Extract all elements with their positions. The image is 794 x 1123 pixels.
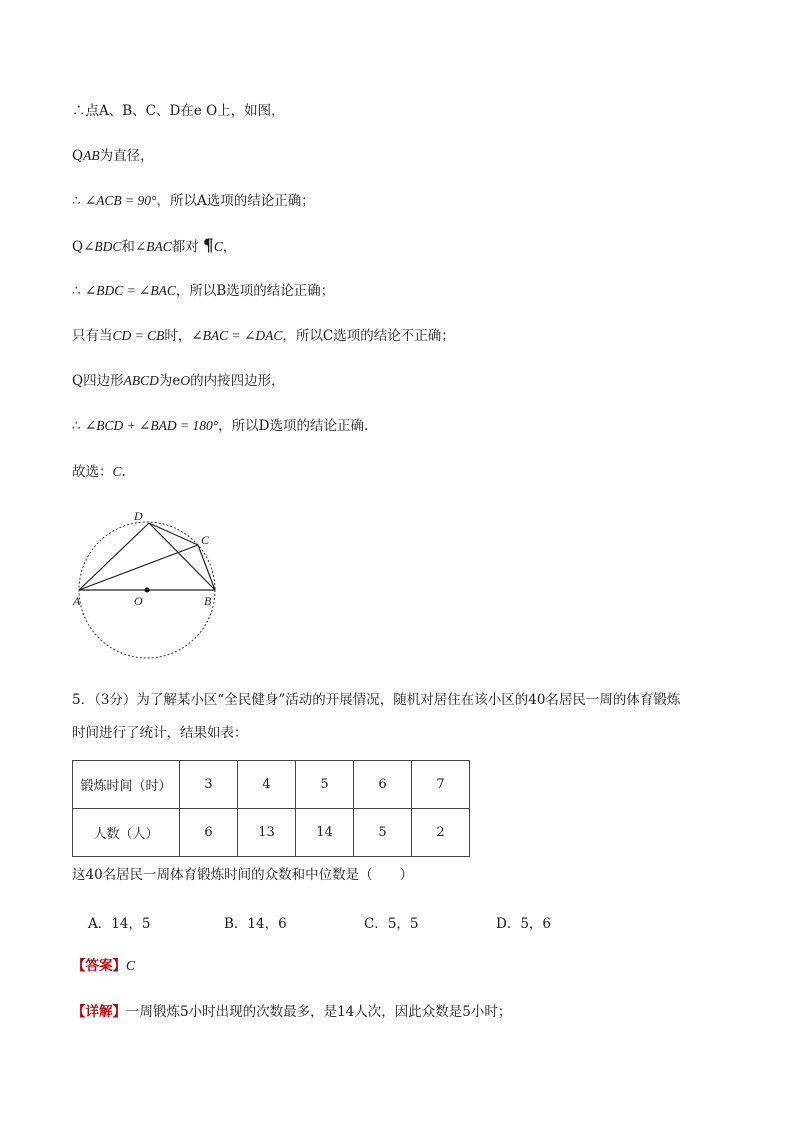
solution-text: ，所以A选项的结论正确； (156, 193, 315, 209)
answer-tag: 【答案】 (72, 958, 126, 974)
question-text: 5．（3分）为了解某小区“全民健身”活动的开展情况，随机对居住在该小区的40名居民一周的体育锻炼 (72, 692, 681, 708)
math-expression: CD = CB (112, 328, 165, 343)
table-cell: 4 (238, 761, 296, 809)
table-header-cell: 人数（人） (73, 809, 180, 857)
solution-line-4 (72, 236, 236, 257)
math-expression: ∠BAC = ∠DAC (191, 328, 283, 343)
solution-text: 的内接四边形， (190, 373, 285, 389)
label-d: D (134, 509, 143, 523)
solution-line-9 (72, 462, 126, 482)
solution-line-2 (72, 146, 154, 166)
table-cell: 13 (238, 809, 296, 857)
math-expression: ∠BAC (134, 239, 172, 254)
question-text: 这40名居民一周体育锻炼时间的众数和中位数是（ ） (72, 867, 414, 883)
solution-line-7 (72, 371, 285, 391)
therefore-symbol: ∴ (72, 193, 81, 209)
label-c: C (201, 533, 210, 547)
option-d: D．5，6 (496, 916, 552, 932)
answer-options (88, 912, 551, 932)
segment-cb (198, 545, 215, 590)
because-symbol: Q (72, 148, 84, 164)
solution-text: 和 (121, 239, 135, 255)
segment-ac (79, 545, 198, 590)
solution-text: 只有当 (72, 328, 113, 344)
option-b: B．14，6 (224, 916, 287, 932)
question-prompt (72, 865, 413, 885)
option-a: A．14，5 (88, 916, 151, 932)
label-b: B (204, 594, 212, 608)
answer-line (72, 956, 135, 976)
label-a: A (73, 594, 81, 608)
table-row (73, 809, 470, 857)
table-cell: 5 (296, 761, 354, 809)
solution-line-3 (72, 191, 315, 211)
segment-dc (149, 523, 198, 545)
math-expression: ∠BDC (83, 239, 122, 254)
detail-tag: 【详解】 (72, 1004, 126, 1020)
because-symbol: Q (72, 239, 84, 255)
table-cell: 14 (296, 809, 354, 857)
table-cell: 7 (412, 761, 470, 809)
math-expression: ∠BCD + ∠BAD = 180° (84, 418, 219, 433)
question-stem-line-2 (72, 723, 248, 743)
solution-text: 故选： (72, 464, 113, 480)
solution-line-8 (72, 416, 368, 436)
table-header-cell: 锻炼时间（时） (73, 761, 180, 809)
math-expression: C (112, 464, 122, 479)
math-expression: O (180, 373, 191, 388)
solution-text: ，所以C选项的结论不正确； (282, 328, 455, 344)
solution-line-5 (72, 281, 334, 301)
table-row (73, 761, 470, 809)
solution-line-1 (72, 101, 285, 121)
therefore-symbol: ∴ (72, 418, 81, 434)
therefore-symbol: ∴ (72, 283, 81, 299)
math-expression: C (213, 239, 223, 254)
option-c: C．5，5 (364, 916, 419, 932)
solution-text: . (121, 464, 126, 480)
question-text: 时间进行了统计，结果如表： (72, 725, 248, 741)
math-expression: AB (83, 148, 100, 163)
segment-ad (79, 523, 149, 590)
solution-text: ， (222, 239, 237, 255)
solution-text: ，所以B选项的结论正确； (175, 283, 335, 299)
label-o: O (134, 594, 143, 608)
table-cell: 3 (180, 761, 238, 809)
detail-line (72, 1002, 511, 1022)
circle-figure (64, 506, 234, 662)
question-stem-line-1 (72, 690, 680, 710)
table-cell: 6 (354, 761, 412, 809)
arc-symbol: ¶ (203, 236, 214, 256)
solution-text: ，所以D选项的结论正确. (218, 418, 369, 434)
solution-text: 时， (164, 328, 192, 344)
answer-value: C (126, 958, 136, 973)
solution-text: ∴点A、B、C、D在e O上，如图， (72, 103, 285, 119)
math-expression: ABCD (123, 373, 159, 388)
math-expression: ∠ACB = 90° (84, 193, 157, 208)
center-point (145, 588, 150, 593)
math-expression: ∠BDC = ∠BAC (84, 283, 176, 298)
table-cell: 5 (354, 809, 412, 857)
solution-text: 为直径， (99, 148, 154, 164)
solution-text: 为e (158, 373, 181, 389)
solution-text: 都对 (171, 239, 199, 255)
table-cell: 2 (412, 809, 470, 857)
solution-line-6 (72, 326, 455, 346)
circle-diagram (64, 506, 234, 662)
exercise-table (72, 760, 470, 857)
table-cell: 6 (180, 809, 238, 857)
solution-text: Q四边形 (72, 373, 124, 389)
detail-text: 一周锻炼5小时出现的次数最多，是14人次，因此众数是5小时； (126, 1004, 512, 1020)
